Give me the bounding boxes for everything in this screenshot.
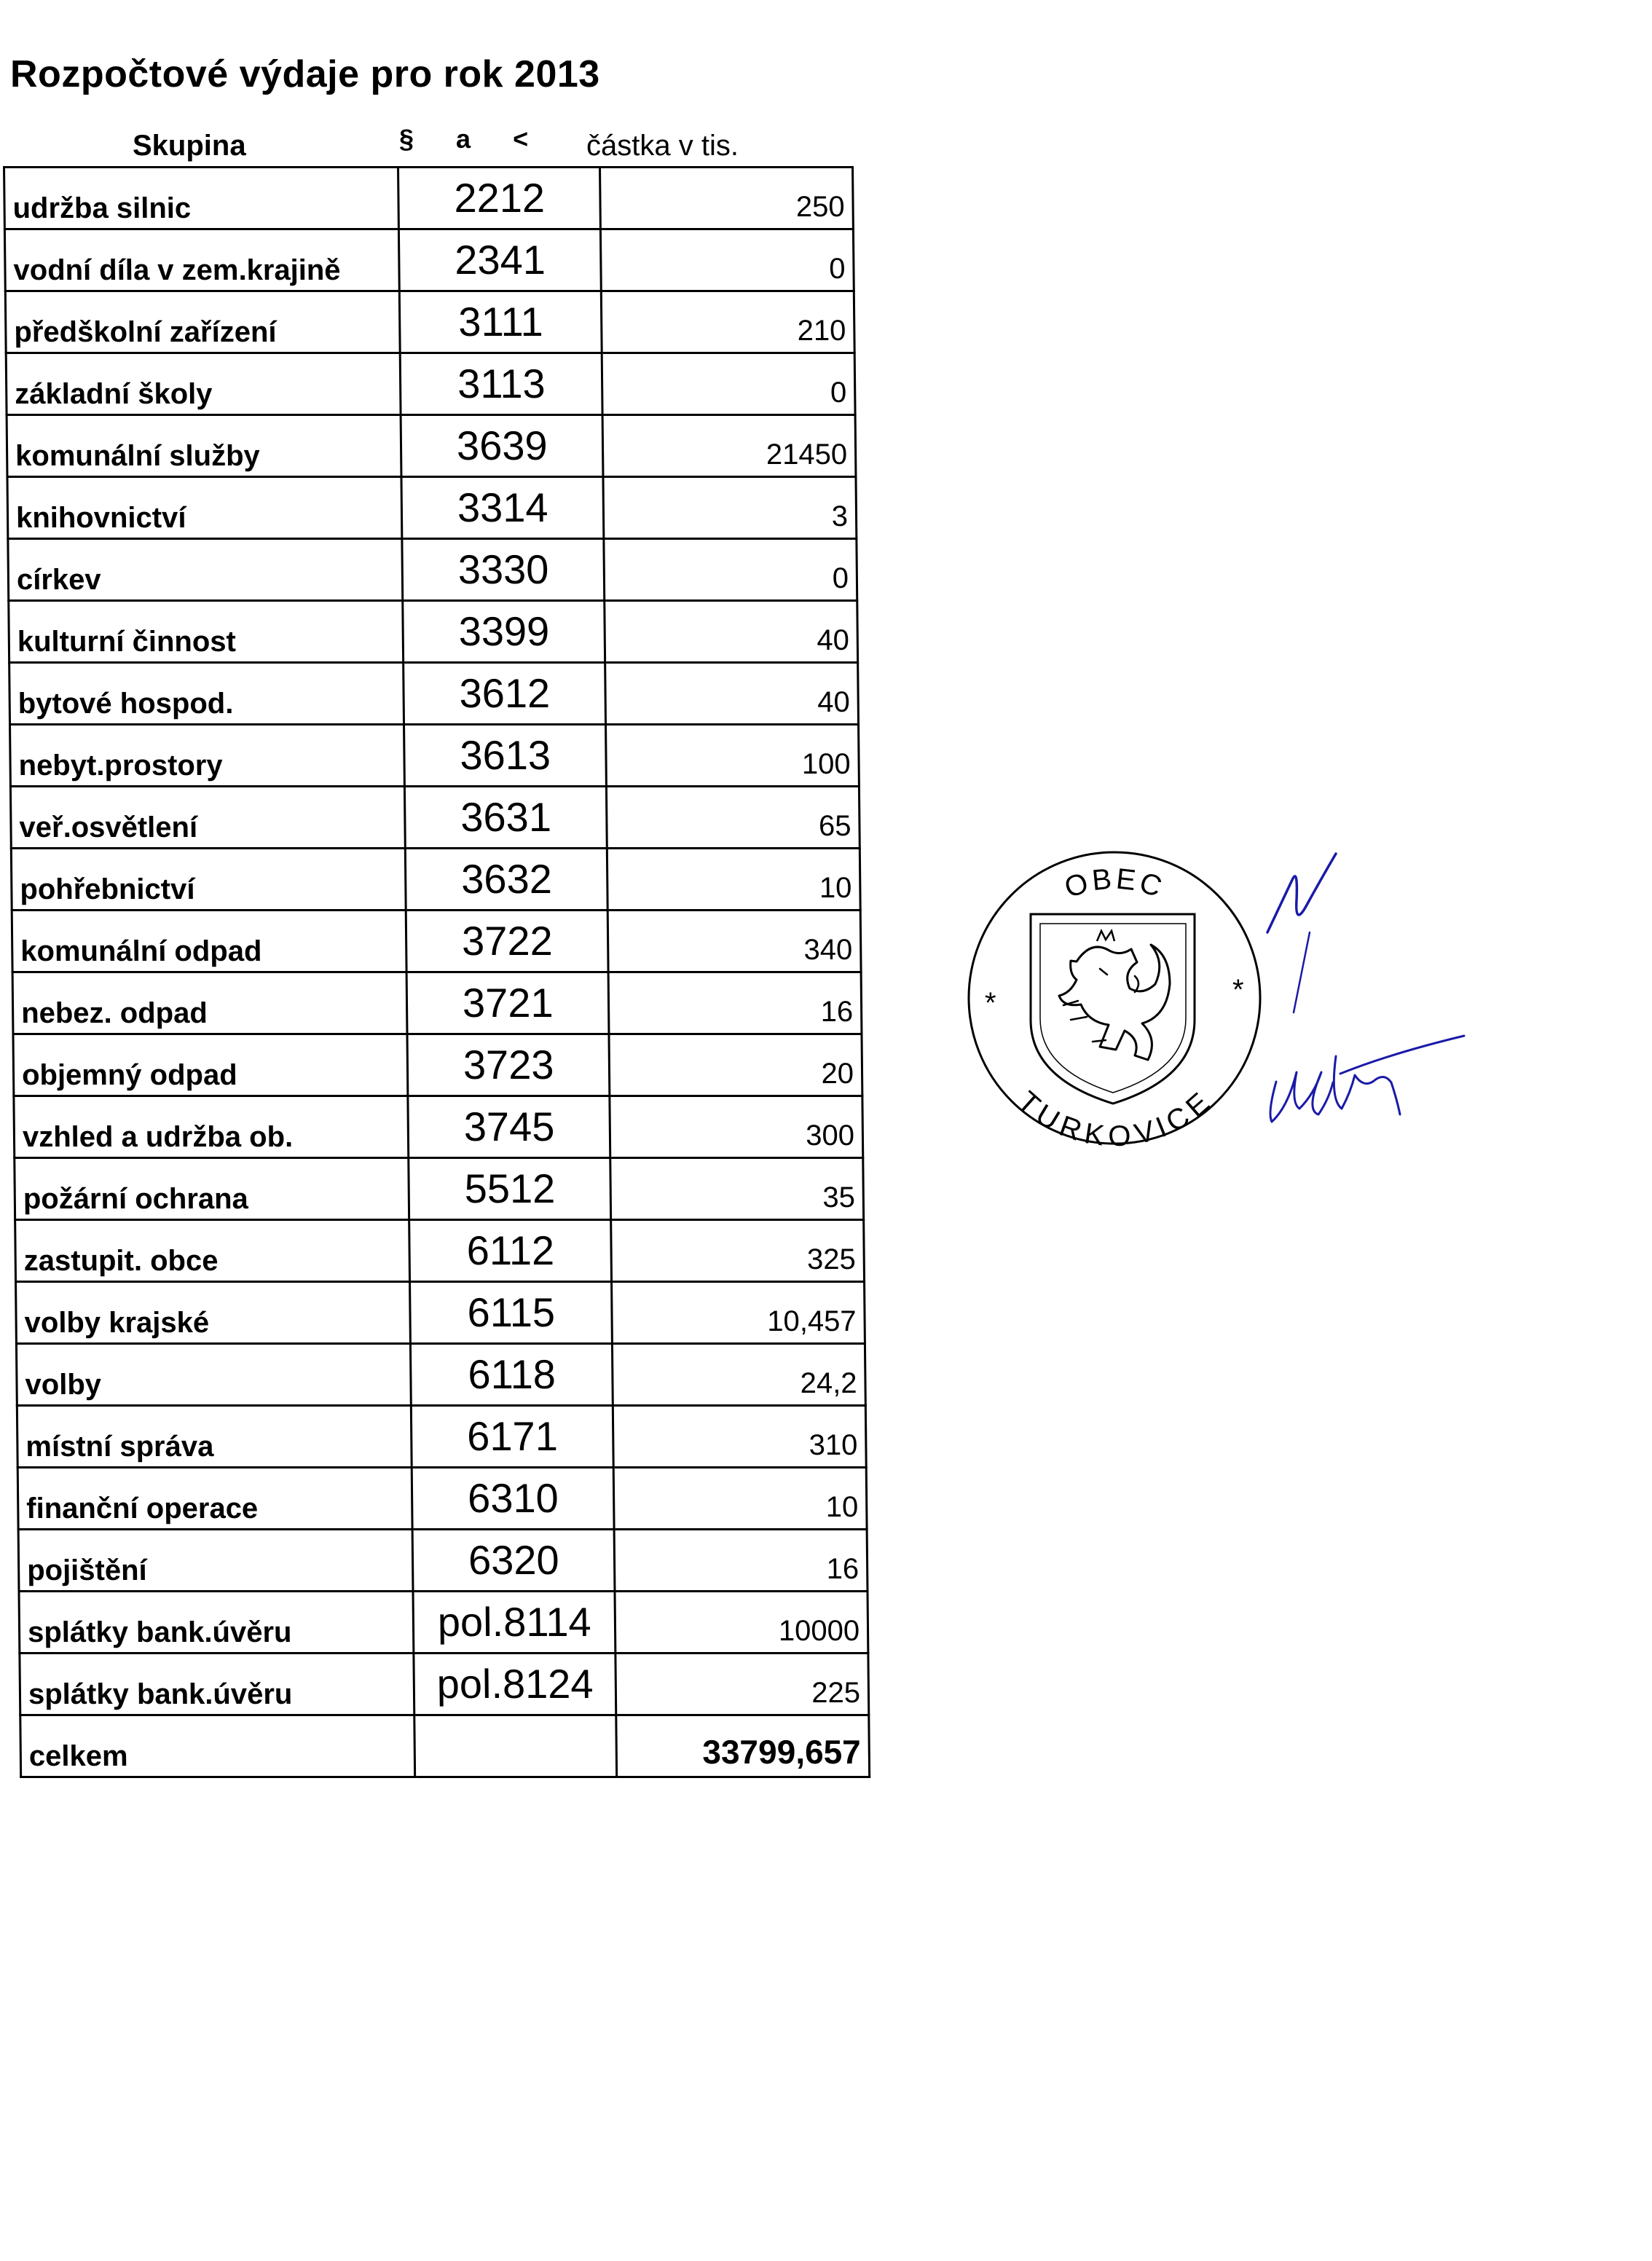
header-mark: a <box>456 124 471 154</box>
total-label: celkem <box>20 1715 415 1777</box>
header-mark: < <box>513 124 529 154</box>
table-row <box>10 725 860 787</box>
total-code <box>414 1715 617 1777</box>
table-row <box>9 663 859 725</box>
row-amount: 40 <box>605 663 859 725</box>
row-amount: 10 <box>607 849 861 911</box>
row-code: 3113 <box>400 353 602 415</box>
table-row <box>4 229 854 291</box>
row-category-name: nebez. odpad <box>12 972 407 1034</box>
row-code: 6118 <box>411 1344 613 1406</box>
row-code: 6171 <box>412 1406 614 1468</box>
row-category-name: volby krajské <box>16 1282 411 1344</box>
row-amount: 0 <box>602 353 855 415</box>
row-category-name: zastupit. obce <box>15 1220 410 1282</box>
row-amount: 225 <box>615 1654 869 1715</box>
row-amount: 40 <box>605 601 858 663</box>
table-row <box>13 1034 862 1096</box>
row-amount: 20 <box>609 1034 862 1096</box>
svg-text:OBEC <box>1061 862 1168 904</box>
row-code: 6115 <box>410 1282 613 1344</box>
row-category-name: základní školy <box>6 353 401 415</box>
row-amount: 10,457 <box>612 1282 865 1344</box>
table-row <box>11 849 860 911</box>
row-code: 3745 <box>408 1096 610 1158</box>
row-amount: 16 <box>608 972 862 1034</box>
row-category-name: pohřebnictví <box>11 849 406 911</box>
row-code: 3314 <box>401 477 604 539</box>
row-code: 3723 <box>407 1034 610 1096</box>
row-code: pol.8114 <box>413 1592 615 1654</box>
row-code: 5512 <box>409 1158 611 1220</box>
total-row <box>20 1715 870 1777</box>
row-category-name: komunální služby <box>7 415 401 477</box>
row-category-name: kulturní činnost <box>9 601 404 663</box>
row-code: 6310 <box>412 1468 614 1530</box>
row-amount: 325 <box>611 1220 865 1282</box>
row-category-name: předškolní zařízení <box>5 291 400 353</box>
table-row <box>17 1406 866 1468</box>
column-header-group: Skupina <box>133 130 246 162</box>
row-code: 3330 <box>402 539 605 601</box>
row-amount: 10000 <box>615 1592 868 1654</box>
coat-of-arms-icon <box>1031 914 1195 1104</box>
stamp-top-text: OBEC <box>1061 862 1169 905</box>
row-amount: 250 <box>600 168 854 229</box>
row-amount: 0 <box>604 539 857 601</box>
table-row <box>6 353 855 415</box>
row-amount: 340 <box>607 911 861 972</box>
row-category-name: komunální odpad <box>12 911 406 972</box>
row-category-name: udržba silnic <box>4 168 399 229</box>
row-code: 3721 <box>406 972 609 1034</box>
svg-text:TURKOVICE <box>1012 1085 1218 1153</box>
row-category-name: nebyt.prostory <box>10 725 405 787</box>
row-category-name: vzhled a udržba ob. <box>14 1096 409 1158</box>
row-category-name: objemný odpad <box>13 1034 408 1096</box>
row-code: 6320 <box>412 1530 615 1592</box>
row-category-name: bytové hospod. <box>9 663 404 725</box>
stamp-star-right: * <box>1232 974 1244 1006</box>
table-row <box>9 601 858 663</box>
row-category-name: splátky bank.úvěru <box>20 1654 414 1715</box>
row-amount: 100 <box>606 725 860 787</box>
table-row <box>15 1220 865 1282</box>
row-category-name: knihovnictví <box>7 477 402 539</box>
row-code: pol.8124 <box>414 1654 616 1715</box>
row-category-name: finanční operace <box>17 1468 412 1530</box>
table-row <box>8 539 857 601</box>
row-code: 3613 <box>404 725 607 787</box>
table-row <box>17 1468 867 1530</box>
row-amount: 3 <box>603 477 857 539</box>
row-code: 3722 <box>406 911 608 972</box>
table-row <box>19 1592 868 1654</box>
row-amount: 0 <box>601 229 854 291</box>
table-row <box>12 911 861 972</box>
row-code: 6112 <box>409 1220 612 1282</box>
table-row <box>12 972 862 1034</box>
row-amount: 35 <box>610 1158 864 1220</box>
row-amount: 16 <box>614 1530 868 1592</box>
row-code: 2212 <box>398 168 601 229</box>
row-code: 3639 <box>401 415 603 477</box>
row-amount: 310 <box>613 1406 867 1468</box>
row-code: 3111 <box>400 291 602 353</box>
row-category-name: volby <box>16 1344 411 1406</box>
row-category-name: splátky bank.úvěru <box>19 1592 414 1654</box>
row-category-name: místní správa <box>17 1406 412 1468</box>
table-row <box>10 787 860 849</box>
row-category-name: vodní díla v zem.krajině <box>4 229 399 291</box>
row-category-name: pojištění <box>18 1530 413 1592</box>
row-amount: 21450 <box>602 415 856 477</box>
table-row <box>16 1282 865 1344</box>
table-row <box>4 168 854 229</box>
stamp-star-left: * <box>985 987 996 1019</box>
signature <box>1246 838 1493 1158</box>
row-amount: 210 <box>602 291 855 353</box>
table-row <box>20 1654 869 1715</box>
row-amount: 24,2 <box>613 1344 866 1406</box>
row-code: 2341 <box>399 229 602 291</box>
row-category-name: požární ochrana <box>15 1158 409 1220</box>
row-amount: 10 <box>613 1468 867 1530</box>
table-row <box>7 415 856 477</box>
row-amount: 300 <box>610 1096 863 1158</box>
table-row <box>5 291 854 353</box>
row-code: 3399 <box>403 601 605 663</box>
budget-table <box>3 166 870 1778</box>
stamp-bottom-text: TURKOVICE <box>1011 1085 1218 1153</box>
total-amount: 33799,657 <box>616 1715 870 1777</box>
row-code: 3632 <box>406 849 608 911</box>
table-row <box>15 1158 864 1220</box>
row-category-name: církev <box>8 539 403 601</box>
table-row <box>7 477 857 539</box>
page-title: Rozpočtové výdaje pro rok 2013 <box>10 53 600 95</box>
municipal-stamp <box>954 838 1275 1158</box>
row-amount: 65 <box>607 787 860 849</box>
table-row <box>14 1096 863 1158</box>
column-header-amount: částka v tis. <box>586 130 739 162</box>
header-mark: § <box>399 124 414 154</box>
budget-table-body <box>4 168 870 1777</box>
column-header-marks <box>399 124 570 154</box>
row-category-name: veř.osvětlení <box>10 787 405 849</box>
row-code: 3612 <box>404 663 606 725</box>
row-code: 3631 <box>405 787 607 849</box>
table-row <box>18 1530 868 1592</box>
table-row <box>16 1344 865 1406</box>
